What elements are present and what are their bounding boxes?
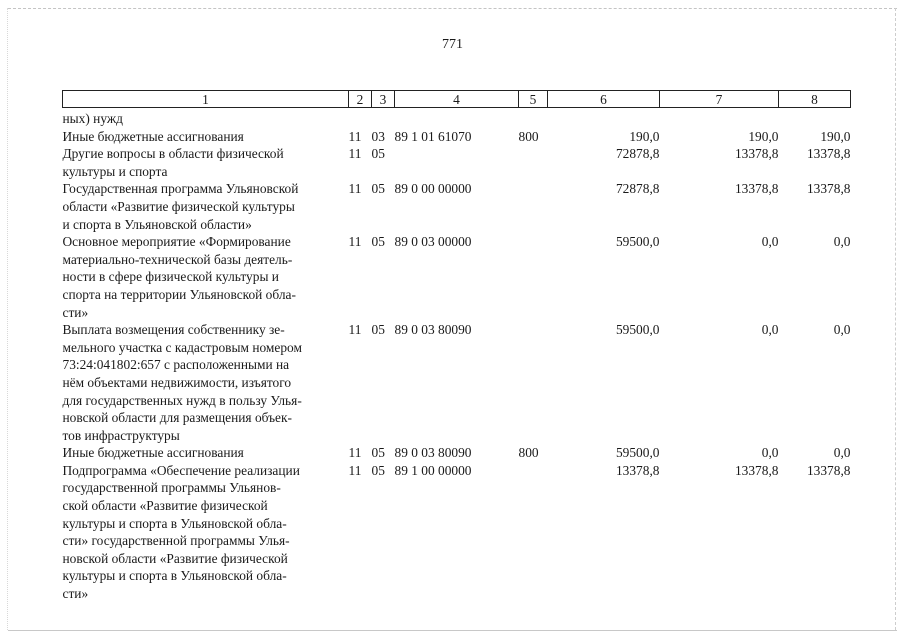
row-name xyxy=(63,321,349,444)
header-col-1: 1 xyxy=(63,91,349,108)
expense-type-code xyxy=(519,180,548,233)
expense-type-code xyxy=(519,108,548,128)
row-name xyxy=(63,145,349,180)
expense-type-code xyxy=(519,233,548,321)
page-number: 771 xyxy=(442,37,463,52)
amount-col-7 xyxy=(660,108,779,128)
amount-col-6: 59500,0 xyxy=(615,445,660,461)
table-row xyxy=(63,145,851,180)
row-name xyxy=(63,462,349,603)
expense-type-code xyxy=(519,145,548,180)
amount-col-7: 13378,8 xyxy=(734,146,779,162)
section-code: 11 xyxy=(348,322,362,338)
scan-edge-left xyxy=(7,8,8,630)
amount-col-6 xyxy=(548,108,660,128)
amount-col-6: 13378,8 xyxy=(615,462,660,478)
row-name xyxy=(63,233,349,321)
header-col-2: 2 xyxy=(349,91,372,108)
subsection-code: 03 xyxy=(371,128,385,144)
row-name xyxy=(63,108,349,128)
row-name-line: Подпрограмма «Обеспечение реализации xyxy=(62,462,300,478)
expense-type-code xyxy=(519,462,548,603)
scan-edge-top xyxy=(8,8,897,9)
row-name xyxy=(63,444,349,462)
row-name xyxy=(63,128,349,146)
row-name-line: нём объектами недвижимости, изъятого xyxy=(62,374,292,390)
row-name-line: ской области «Развитие физической xyxy=(62,498,268,514)
row-name-line: сти» xyxy=(62,586,89,602)
row-name-line: Основное мероприятие «Формирование xyxy=(62,234,291,250)
row-name-line: области «Развитие физической культуры xyxy=(62,198,295,214)
subsection-code: 05 xyxy=(371,234,385,250)
target-article-code: 89 0 03 00000 xyxy=(394,234,472,250)
amount-col-7: 13378,8 xyxy=(734,462,779,478)
amount-col-8: 13378,8 xyxy=(806,146,851,162)
subsection-code: 05 xyxy=(371,322,385,338)
header-col-3: 3 xyxy=(372,91,395,108)
table-body xyxy=(63,108,851,603)
amount-col-7: 13378,8 xyxy=(734,181,779,197)
section-code: 11 xyxy=(348,146,362,162)
amount-col-7: 0,0 xyxy=(761,322,779,338)
table-row xyxy=(63,462,851,603)
scan-edge-bottom xyxy=(8,630,897,631)
amount-col-8: 0,0 xyxy=(833,445,851,461)
amount-col-6: 59500,0 xyxy=(615,234,660,250)
target-article-code xyxy=(395,108,519,128)
header-col-6: 6 xyxy=(548,91,660,108)
row-name-line: материально-технической базы деятель- xyxy=(62,251,293,267)
amount-col-8: 13378,8 xyxy=(806,181,851,197)
row-name-line: сти» государственной программы Улья- xyxy=(62,533,290,549)
row-name-line: спорта на территории Ульяновской обла- xyxy=(62,286,296,302)
row-name-line: государственной программы Ульянов- xyxy=(62,480,281,496)
target-article-code: 89 1 01 61070 xyxy=(394,128,472,144)
amount-col-7: 0,0 xyxy=(761,234,779,250)
table-row xyxy=(63,108,851,128)
table-row xyxy=(63,321,851,444)
section-code: 11 xyxy=(348,462,362,478)
amount-col-8: 0,0 xyxy=(833,234,851,250)
amount-col-8: 190,0 xyxy=(820,128,851,144)
amount-col-8: 13378,8 xyxy=(806,462,851,478)
section-code xyxy=(349,108,372,128)
section-code: 11 xyxy=(348,181,362,197)
subsection-code: 05 xyxy=(371,462,385,478)
row-name-line: сти» xyxy=(62,304,89,320)
column-number-row xyxy=(63,91,851,108)
row-name-line: Другие вопросы в области физической xyxy=(62,146,284,162)
subsection-code: 05 xyxy=(371,181,385,197)
subsection-code xyxy=(372,108,395,128)
row-name xyxy=(63,180,349,233)
target-article-code xyxy=(395,145,519,180)
header-col-7: 7 xyxy=(660,91,779,108)
row-name-line: ных) нужд xyxy=(62,111,123,126)
amount-col-7: 0,0 xyxy=(761,445,779,461)
expense-type-code: 800 xyxy=(518,128,539,144)
amount-col-8 xyxy=(779,108,851,128)
row-name-line: культуры и спорта в Ульяновской обла- xyxy=(62,568,287,584)
section-code: 11 xyxy=(348,234,362,250)
expense-type-code xyxy=(519,321,548,444)
row-name-line: культуры и спорта в Ульяновской обла- xyxy=(62,515,287,531)
row-name-line: 73:24:041802:657 с расположенными на xyxy=(62,357,290,373)
row-name-line: Иные бюджетные ассигнования xyxy=(62,128,244,144)
amount-col-6: 190,0 xyxy=(629,128,660,144)
row-name-line: тов инфраструктуры xyxy=(62,427,180,443)
amount-col-6: 59500,0 xyxy=(615,322,660,338)
subsection-code: 05 xyxy=(371,146,385,162)
amount-col-8: 0,0 xyxy=(833,322,851,338)
target-article-code: 89 0 00 00000 xyxy=(394,181,472,197)
amount-col-6: 72878,8 xyxy=(615,181,660,197)
row-name-line: новской области для размещения объек- xyxy=(62,410,292,426)
row-name-line: Государственная программа Ульяновской xyxy=(62,181,299,197)
row-name-line: ности в сфере физической культуры и xyxy=(62,269,279,285)
row-name-line: мельного участка с кадастровым номером xyxy=(62,339,302,355)
budget-table xyxy=(62,90,851,603)
section-code: 11 xyxy=(348,445,362,461)
amount-col-7: 190,0 xyxy=(748,128,779,144)
target-article-code: 89 1 00 00000 xyxy=(394,462,472,478)
target-article-code: 89 0 03 80090 xyxy=(394,322,472,338)
subsection-code: 05 xyxy=(371,445,385,461)
target-article-code: 89 0 03 80090 xyxy=(394,445,472,461)
row-name-line: культуры и спорта xyxy=(62,163,168,179)
expense-type-code: 800 xyxy=(518,445,539,461)
row-name-line: для государственных нужд в пользу Улья- xyxy=(62,392,302,408)
header-col-5: 5 xyxy=(519,91,548,108)
table-row xyxy=(63,233,851,321)
header-col-8: 8 xyxy=(779,91,851,108)
row-name-line: Иные бюджетные ассигнования xyxy=(62,445,244,461)
row-name-line: Выплата возмещения собственнику зе- xyxy=(62,322,285,338)
row-name-line: новской области «Развитие физической xyxy=(62,550,288,566)
section-code: 11 xyxy=(348,128,362,144)
scan-edge-right xyxy=(895,8,896,630)
table-row xyxy=(63,444,851,462)
table-row xyxy=(63,128,851,146)
table-row xyxy=(63,180,851,233)
amount-col-6: 72878,8 xyxy=(615,146,660,162)
row-name-line: и спорта в Ульяновской области» xyxy=(62,216,252,232)
header-col-4: 4 xyxy=(395,91,519,108)
